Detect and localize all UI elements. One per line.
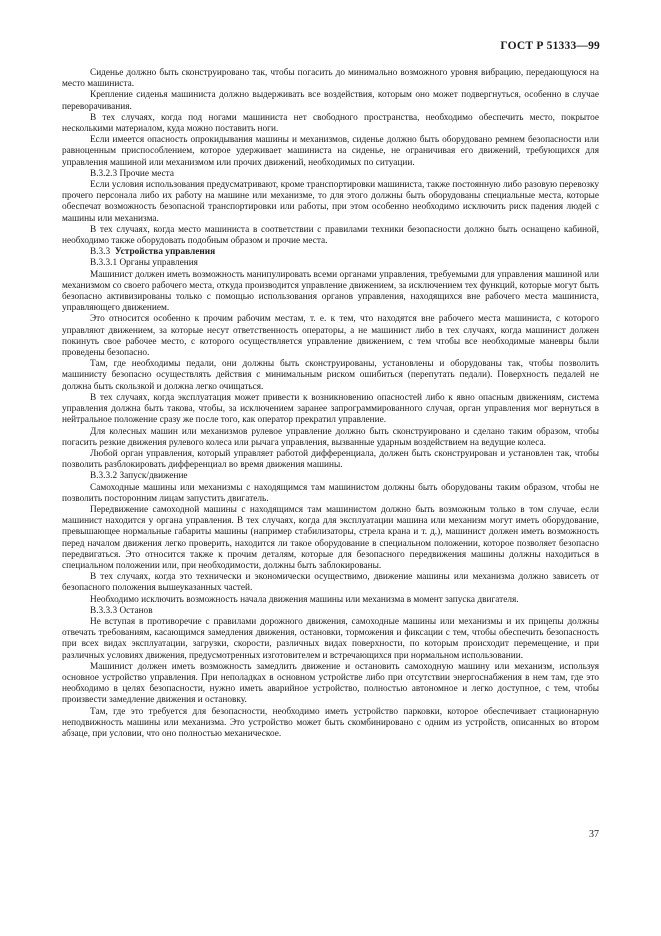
section-title: Устройства управления xyxy=(114,247,216,258)
section-heading: В.3.3.1 Органы управления xyxy=(90,258,198,269)
section-heading xyxy=(62,247,599,258)
paragraph: Любой орган управления, который управляет работой дифференциала, должен быть сконструирован и установлен так, чтобы позволить разблокировать дифференциал во время движения машины. xyxy=(62,448,599,471)
paragraph: Крепление сиденья машиниста должно выдерживать все воздействия, которым оно может подвергнуться, особенно в случае переворачивания. xyxy=(62,90,599,112)
paragraph: В тех случаях, когда под ногами машиниста нет свободного пространства, необходимо обеспечить место, покрытое несколькими материалом, куда можно поставить ноги. xyxy=(62,112,599,135)
paragraph: Если условия использования предусматривают, кроме транспортировки машиниста, также постоянную либо разовую перевозку прочего персонала либо их работу на машине или механизме, то для этого должны быть оборудованы специальные места, которые обеспечат возможность безопасной транспортировки или работы, при этом особенно необходимо исключить риск падения людей с машины или механизма. xyxy=(62,180,599,224)
section-heading: В.3.2.3 Прочие места xyxy=(90,168,174,179)
paragraph: Машинист должен иметь возможность замедлить движение и остановить самоходную машину или механизм, используя основное устройство управления. При неполадках в основном устройстве либо при отсутствии энергоснабжения в нем там, где это необходимо в целях безопасности, нужно иметь аварийное устройство, полностью автономное и легко доступное, с тем, чтобы произвести замедление движения и остановку. xyxy=(62,661,599,706)
section-number: В.3.3 xyxy=(90,247,111,258)
page-number: 37 xyxy=(589,829,599,840)
paragraph: Это относится особенно к прочим рабочим местам, т. е. к тем, что находятся вне рабочего места машиниста, с которого управляют движением, за которые несут ответственность операторы, а не машинист либо в тех случаях, когда машинист должен покинуть свое рабочее место, с которого осуществляется управление движением, с тем чтобы все необходимые маневры были проведены безопасно. xyxy=(62,314,599,359)
paragraph: В тех случаях, когда эксплуатация может привести к возникновению опасностей либо к явно опасным движениям, система управления должна быть такова, чтобы, за исключением заранее запрограммированного случая, орган управления мог вернуться в нейтральное положение сразу же после того, как оператор прекратил управление. xyxy=(62,392,599,426)
paragraph: Не вступая в противоречие с правилами дорожного движения, самоходные машины или механизмы и их прицепы должны отвечать требованиям, касающимся замедления движения, остановки, торможения и фиксации с тем, чтобы обеспечить безопасность при всех видах эксплуатации, загрузки, скорости, различных видах поверхности, по которым происходит перемещение, и при различных условиях движения, предусмотренных изготовителем и встречающихся при нормальном использовании. xyxy=(62,616,599,661)
paragraph: Машинист должен иметь возможность манипулировать всеми органами управления, требуемыми для управления машиной или механизмом со своего рабочего места, откуда производится управление движением, за исключением тех функций, которые могут быть безопасно активизированы только с помощью использования органов управления, находящихся вне рабочего места машиниста, управляющего движением. xyxy=(62,269,599,314)
paragraph: В тех случаях, когда место машиниста в соответствии с правилами техники безопасности должно быть оснащено кабиной, необходимо также оборудовать подобным образом и прочие места. xyxy=(62,224,599,247)
section-heading: В.3.3.2 Запуск/движение xyxy=(90,471,188,482)
paragraph: Необходимо исключить возможность начала движения машины или механизма в момент запуска двигателя. xyxy=(90,594,519,605)
paragraph: Там, где это требуется для безопасности, необходимо иметь устройство парковки, которое обеспечивает стационарную неподвижность машины или механизма. Это устройство может быть скомбинировано с одним из устройств, описанных во втором абзаце, при условии, что оно полностью механическое. xyxy=(62,706,599,739)
paragraph: Самоходные машины или механизмы с находящимся там машинистом должны быть оборудованы таким образом, чтобы не позволить посторонним лицам запустить двигатель. xyxy=(62,482,599,504)
document-body xyxy=(62,68,599,740)
paragraph: Там, где необходимы педали, они должны быть сконструированы, установлены и оборудованы так, чтобы позволить машинисту безопасно осуществлять действия с минимальным риском ошибиться (перепутать педали). Поверхность педалей не должна быть скользкой и должна легко очищаться. xyxy=(62,359,599,392)
paragraph: В тех случаях, когда это технически и экономически осуществимо, движение машины или механизма должно зависеть от безопасного положения вышеуказанных частей. xyxy=(62,572,599,594)
section-heading: В.3.3.3 Останов xyxy=(90,605,153,616)
paragraph: Для колесных машин или механизмов рулевое управление должно быть сконструировано и сделано таким образом, чтобы погасить резкие движения рулевого колеса или рычага управления, вызванные ударным воздействием на ведущие колеса. xyxy=(62,426,599,448)
paragraph: Если имеется опасность опрокидывания машины и механизмов, сиденье должно быть оборудовано ремнем безопасности или равноценным приспособлением, которое удерживает машиниста на сиденье, не ограничивая его движений, требующихся для управления машиной или механизмом или прочих движений, необходимых по ситуации. xyxy=(62,135,599,168)
document-id-header: ГОСТ Р 51333—99 xyxy=(500,40,600,52)
paragraph: Передвижение самоходной машины с находящимся там машинистом должно быть возможным только в том случае, если машинист находится у органа управления. В тех случаях, когда для эксплуатации машина или механизм могут иметь оборудование, превышающее нормальные габариты машины (например стабилизаторы, стрела крана и т. д.), машинист должен иметь возможность перед началом движения легко проверить, находится ли такое оборудование в специальном положении, которое позволяет безопасно передвигаться. Это относится также к прочим деталям, которые для безопасного передвижения машины должны находиться в специальном положении или, при необходимости, должны быть заблокированы. xyxy=(62,504,599,571)
paragraph: Сиденье должно быть сконструировано так, чтобы погасить до минимально возможного уровня вибрацию, передающуюся на место машиниста. xyxy=(62,68,599,90)
